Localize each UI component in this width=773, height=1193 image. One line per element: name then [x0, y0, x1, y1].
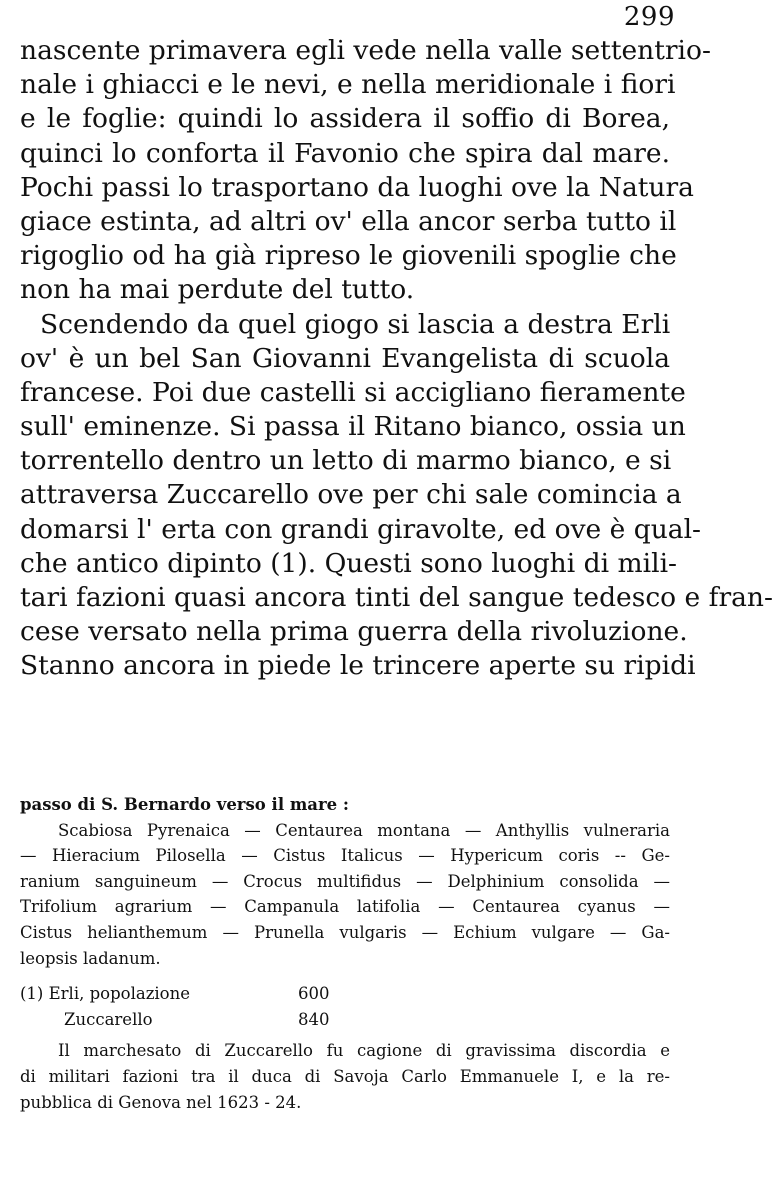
page-number: 299: [623, 2, 675, 32]
population-place: [20, 981, 298, 1007]
main-text: [20, 34, 773, 684]
footnote-line: leopsis ladanum.: [20, 948, 161, 968]
footnote-line: — Hieracium Pilosella — Cistus Italicus — Hypericum coris -- Ge-: [20, 846, 670, 866]
text-line: Scendendo da quel giogo si lascia a destra Erli: [40, 308, 671, 340]
population-table: [20, 981, 670, 1032]
text-line: nale i ghiacci e le nevi, e nella meridionale i fiori: [20, 69, 676, 101]
footnote-line: Cistus helianthemum — Prunella vulgaris — Echium vulgare — Ga-: [20, 922, 670, 942]
text-line: domarsi l' erta con grandi giravolte, ed ove è qual-: [20, 513, 702, 545]
text-line: tari fazioni quasi ancora tinti del sangue tedesco e fran-: [20, 582, 773, 613]
footnote-line: di militari fazioni tra il duca di Savoja Carlo Emmanuele I, e la re-: [20, 1066, 670, 1086]
footnote-line: Scabiosa Pyrenaica — Centaurea montana — Anthyllis vulneraria: [58, 820, 670, 840]
footnote-marker: (1): [20, 984, 44, 1004]
population-row: [20, 1007, 670, 1033]
population-value: 840: [298, 1009, 330, 1029]
footnote-line: Trifolium agrarium — Campanula latifolia — Centaurea cyanus —: [20, 897, 670, 917]
footnote-line: ranium sanguineum — Crocus multifidus — Delphinium consolida —: [20, 871, 670, 891]
population-value: 600: [298, 984, 330, 1004]
text-line: Pochi passi lo trasportano da luoghi ove la Natura: [20, 171, 694, 203]
text-line: cese versato nella prima guerra della rivoluzione.: [20, 616, 688, 648]
text-line: sull' eminenze. Si passa il Ritano bianco, ossia un: [20, 411, 686, 443]
history-note: [20, 1038, 670, 1115]
text-line: non ha mai perdute del tutto.: [20, 274, 415, 306]
footnote-lead: passo di S. Bernardo verso il mare :: [20, 795, 350, 814]
text-line: quinci lo conforta il Favonio che spira dal mare.: [20, 137, 670, 169]
text-line: ov' è un bel San Giovanni Evangelista di scuola: [20, 342, 670, 374]
footnote-line: pubblica di Genova nel 1623 - 24.: [20, 1092, 302, 1112]
text-line: attraversa Zuccarello ove per chi sale comincia a: [20, 479, 682, 511]
population-place: Zuccarello: [64, 1009, 153, 1029]
text-line: giace estinta, ad altri ov' ella ancor serba tutto il: [20, 205, 677, 237]
text-line: Stanno ancora in piede le trincere aperte su ripidi: [20, 650, 696, 682]
population-row: [20, 981, 670, 1007]
text-line: che antico dipinto (1). Questi sono luoghi di mili-: [20, 547, 678, 579]
place-name: Erli, popolazione: [48, 984, 191, 1004]
text-line: e le foglie: quindi lo assidera il soffio di Borea,: [20, 103, 670, 135]
footnote-line: Il marchesato di Zuccarello fu cagione di gravissima discordia e: [58, 1041, 670, 1061]
text-line: francese. Poi due castelli si accigliano fieramente: [20, 376, 686, 408]
text-line: nascente primavera egli vede nella valle settentrio-: [20, 35, 711, 66]
text-line: rigoglio od ha già ripreso le giovenili spoglie che: [20, 240, 677, 272]
text-line: torrentello dentro un letto di marmo bianco, e si: [20, 445, 672, 477]
footnotes: [20, 792, 670, 1115]
